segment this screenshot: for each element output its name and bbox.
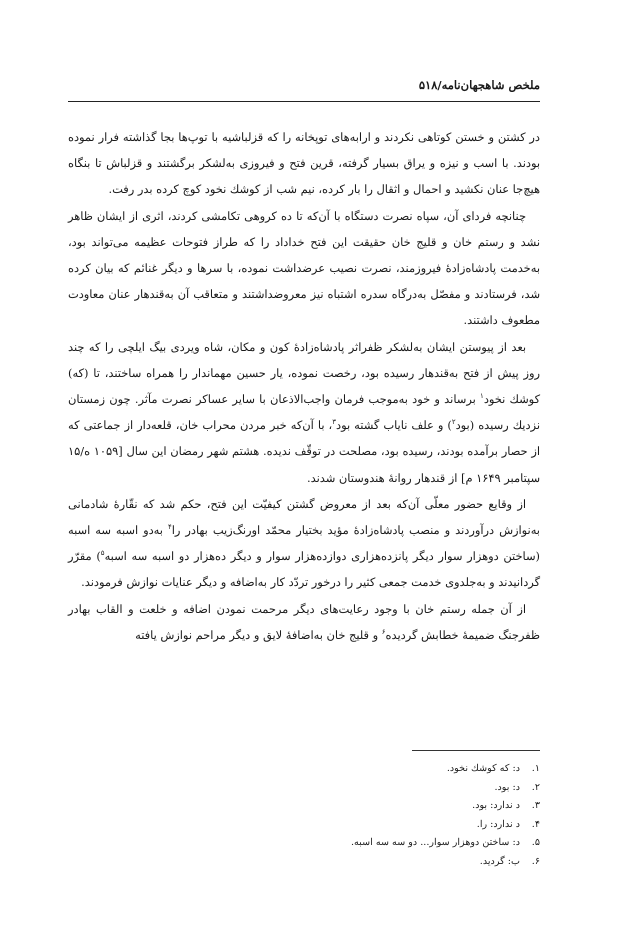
footnote-marker: ۶ bbox=[381, 628, 386, 637]
footnote bbox=[300, 853, 540, 872]
footnote bbox=[300, 834, 540, 853]
footnote-marker: ۴ bbox=[167, 523, 172, 532]
paragraph bbox=[68, 203, 540, 334]
text-run: ، با آن‌كه خبر مردن محراب خان، قلعه‌دار از جماعتی كه از حصار برآمده بودند، رسیده بود، مصلحت در توقّف ندیده. هشتم شهر رمضان این سال [۱۰۵۹ ه/۱۵ سپتامبر ۱۶۴۹ م] از قندهار روانهٔ هندوستان شدند. bbox=[68, 418, 540, 485]
footnote-text: د ندارد: بود. bbox=[472, 800, 520, 812]
footnote bbox=[300, 779, 540, 798]
main-text bbox=[68, 124, 540, 648]
text-run: ) و علف نایاب گشته بود bbox=[336, 418, 452, 433]
footnote-marker: ۲ bbox=[451, 418, 456, 427]
footnote-text: د: كه كوشك نخود. bbox=[446, 763, 520, 774]
text-run: در كشتن و خستن كوتاهی نكردند و ارابه‌های توپخانه را كه قزلباشیه با توپ‌ها بجا گذاشته فرار نموده بودند. با اسب و نیزه و یراق بسیار گرفته، قرین فتح و فیروزی به‌لشكر برگشتند و قزلباش تا بنگاه هیچ‌جا عنان نكشید و احمال و اثقال را بار كرده، نیم شب از كوشك نخود كوچ كرده بدر رفت. bbox=[68, 130, 540, 197]
footnote-text: د ندارد: را. bbox=[476, 818, 520, 830]
footnote-number: ۵. bbox=[531, 837, 540, 849]
footnotes bbox=[300, 760, 540, 872]
footnote-marker: ۱ bbox=[480, 392, 484, 401]
text-run: و قلیج خان به‌اضافهٔ لایق و دیگر مراحم نوازش یافته bbox=[135, 627, 382, 642]
text-run: از آن جمله رستم خان با وجود رعایت‌های دیگر مرحمت نمودن اضافه و خلعت و القاب بهادر ظفرجنگ ضمیمهٔ خطابش گردیده bbox=[68, 601, 540, 642]
footnote-marker: ۳ bbox=[332, 418, 336, 427]
paragraph bbox=[68, 334, 540, 491]
paragraph bbox=[68, 491, 540, 596]
footnote-number: ۱. bbox=[531, 763, 540, 774]
paragraph bbox=[68, 596, 540, 648]
text-run: از وقایع حضور معلّی آن‌كه بعد از معروض گشتن كیفیّت این فتح، حكم شد كه نقّارهٔ شادمانی به‌نوازش درآوردند و منصب پادشاه‌زادهٔ مؤید بختیار محمّد اورنگ‌زیب بهادر را bbox=[68, 496, 540, 538]
footnote bbox=[300, 760, 540, 779]
text-run: چنانچه فردای آن، سپاه نصرت دستگاه با آن‌كه تا ده كروهی تكامشی كردند، اثری از ایشان ظاهر نشد و رستم خان و قلیج خان حقیقت این فتح خداداد را كه طراز فتوحات عظیمه می‌تواند بود، به‌خدمت پادشاه‌زادهٔ فیروزمند، نصرت نصیب عرضداشت نموده، با سرها و دیگر غنائم كه بیان كرده شد، فرستادند و مفصّل به‌درگاه سدره اشتباه نیز معروضداشتند و متعاقب آن به‌قندهار عنان معاودت مطعوف داشتند. bbox=[68, 208, 540, 328]
footnote bbox=[300, 816, 540, 835]
footnote-number: ۲. bbox=[531, 781, 540, 793]
running-header: ملخص شاهجهان‌نامه/۵۱۸ bbox=[418, 78, 540, 92]
text-run: ) مقرّر گردانیدند و به‌جلدوی خدمت جمعی كثیر را درخور تردّد كار به‌اضافه و دیگر عنایات نوازش فرمودند. bbox=[68, 549, 540, 590]
footnote-number: ۶. bbox=[531, 855, 540, 867]
footnote bbox=[300, 797, 540, 816]
text-run: بعد از پیوستن ایشان به‌لشكر ظفراثر پادشاه‌زادهٔ كون و مكان، شاه ویردی بیگ ایلچی را كه چند روز پیش از فتح به‌قندهار رسیده بود، رخصت نموده، یار حسین مهماندار را همراه ساختند، تا (كه) كوشك نخود bbox=[68, 339, 540, 407]
footnote-text: د: بود. bbox=[494, 781, 520, 793]
footnote-marker: ۵ bbox=[100, 549, 105, 558]
text-run: برساند و خود به‌موجب فرمان واجب‌الاذعان با سایر عساكر نصرت مآثر. چون زمستان نزدیك رسیده (بود bbox=[68, 392, 540, 433]
footnote-number: ۳. bbox=[531, 800, 540, 812]
text-run: به‌دو اسبه سه اسبه (ساختن دوهزار سوار دیگر پانزده‌هزاری دوازده‌هزار سوار و دیگر ده‌هزار دو اسبه سه اسبه bbox=[68, 523, 540, 564]
paragraph bbox=[68, 124, 540, 203]
footnote-text: د: ساختن دوهزار سوار... دو سه سه اسبه. bbox=[350, 837, 520, 849]
footnote-number: ۴. bbox=[531, 818, 540, 830]
footnote-rule bbox=[412, 750, 540, 751]
footnote-text: ب: گردید. bbox=[479, 855, 520, 867]
header-rule bbox=[68, 101, 540, 102]
